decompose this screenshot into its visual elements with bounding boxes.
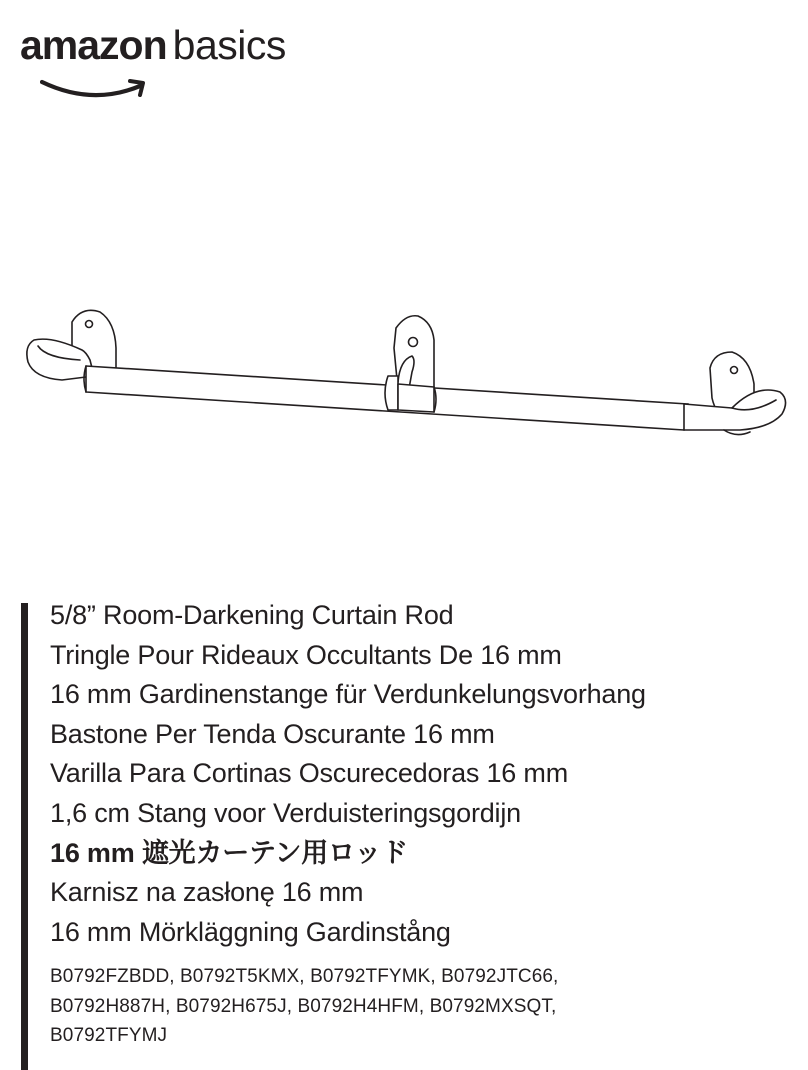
logo-brand-name: amazon [20, 22, 167, 68]
asin-line: B0792FZBDD, B0792T5KMX, B0792TFYMK, B0792JTC66, [50, 966, 559, 987]
logo-wordmark [20, 20, 286, 70]
asin-list [50, 962, 750, 1051]
product-title-es: Varilla Para Cortinas Oscurecedoras 16 mm [50, 758, 568, 789]
product-title-list [50, 596, 646, 952]
product-title-sv: 16 mm Mörkläggning Gardinstång [50, 916, 451, 947]
product-title-nl: 1,6 cm Stang voor Verduisteringsgordijn [50, 797, 521, 828]
product-title-it: Bastone Per Tenda Oscurante 16 mm [50, 718, 495, 749]
center-bracket-screw [409, 338, 418, 347]
product-title-pl: Karnisz na zasłonę 16 mm [50, 877, 364, 908]
product-title-ja: 16 mm 遮光カーテン用ロッド [50, 837, 408, 868]
product-title-fr: Tringle Pour Rideaux Occultants De 16 mm [50, 639, 562, 670]
center-ring [385, 376, 398, 410]
brand-logo [20, 20, 340, 90]
right-bracket-screw [731, 367, 738, 374]
product-title-de: 16 mm Gardinenstange für Verdunkelungsvorhang [50, 679, 646, 710]
title-accent-bar [21, 603, 28, 1070]
center-sleeve [398, 384, 434, 412]
product-title-en: 5/8” Room-Darkening Curtain Rod [50, 600, 454, 630]
curtain-rod-illustration [20, 300, 790, 450]
asin-line: B0792H887H, B0792H675J, B0792H4HFM, B0792MXSQT, [50, 995, 557, 1017]
logo-sub-name: basics [172, 22, 286, 68]
left-bracket-screw [86, 321, 93, 328]
logo-smile-icon [40, 76, 152, 100]
asin-line: B0792TFYMJ [50, 1025, 168, 1046]
